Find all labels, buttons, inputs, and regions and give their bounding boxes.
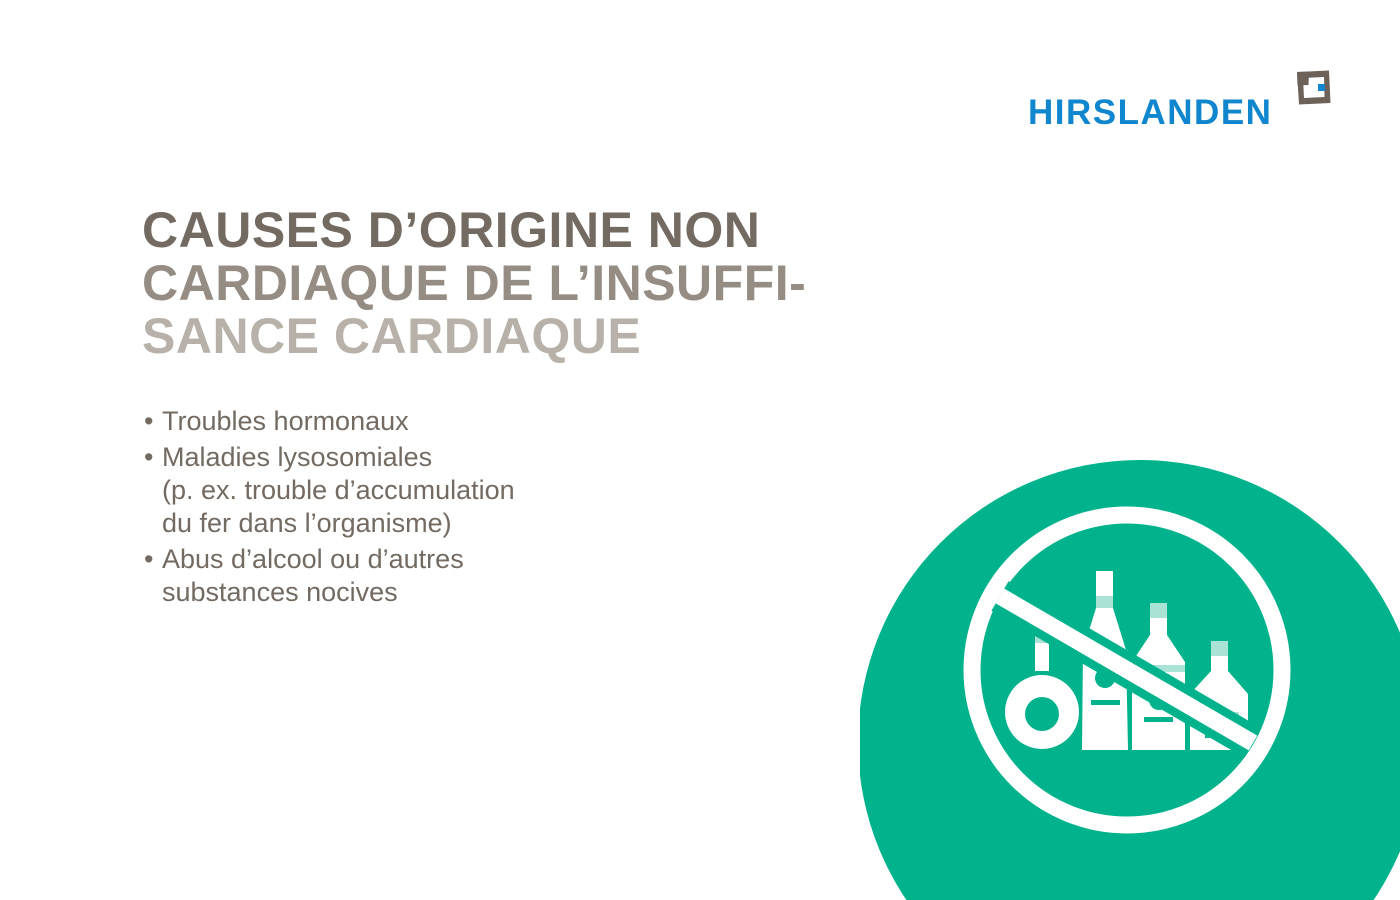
- list-item-line: du fer dans l’organisme): [162, 508, 452, 538]
- list-item: [142, 405, 515, 438]
- list-item-line: • Troubles hormonaux: [162, 406, 409, 436]
- causes-list: [142, 405, 515, 612]
- list-item-line: • Maladies lysosomiales: [162, 442, 433, 472]
- list-item-line: substances nocives: [162, 577, 398, 607]
- list-item-line: • Abus d’alcool ou d’autres: [162, 544, 464, 574]
- page-title: [142, 204, 806, 363]
- list-item: [142, 441, 515, 540]
- title-line-1: CAUSES D’ORIGINE NON: [142, 202, 761, 258]
- brand-name: HIRSLANDEN: [1028, 93, 1273, 132]
- no-alcohol-illustration: [860, 460, 1400, 900]
- title-line-2: CARDIAQUE DE L’INSUFFI-: [142, 255, 807, 311]
- hirslanden-mark-icon: [1294, 68, 1334, 108]
- list-item: [142, 543, 515, 609]
- hirslanden-logo: [1028, 68, 1338, 132]
- list-item-line: (p. ex. trouble d’accumulation: [162, 475, 515, 505]
- title-line-3: SANCE CARDIAQUE: [142, 308, 642, 364]
